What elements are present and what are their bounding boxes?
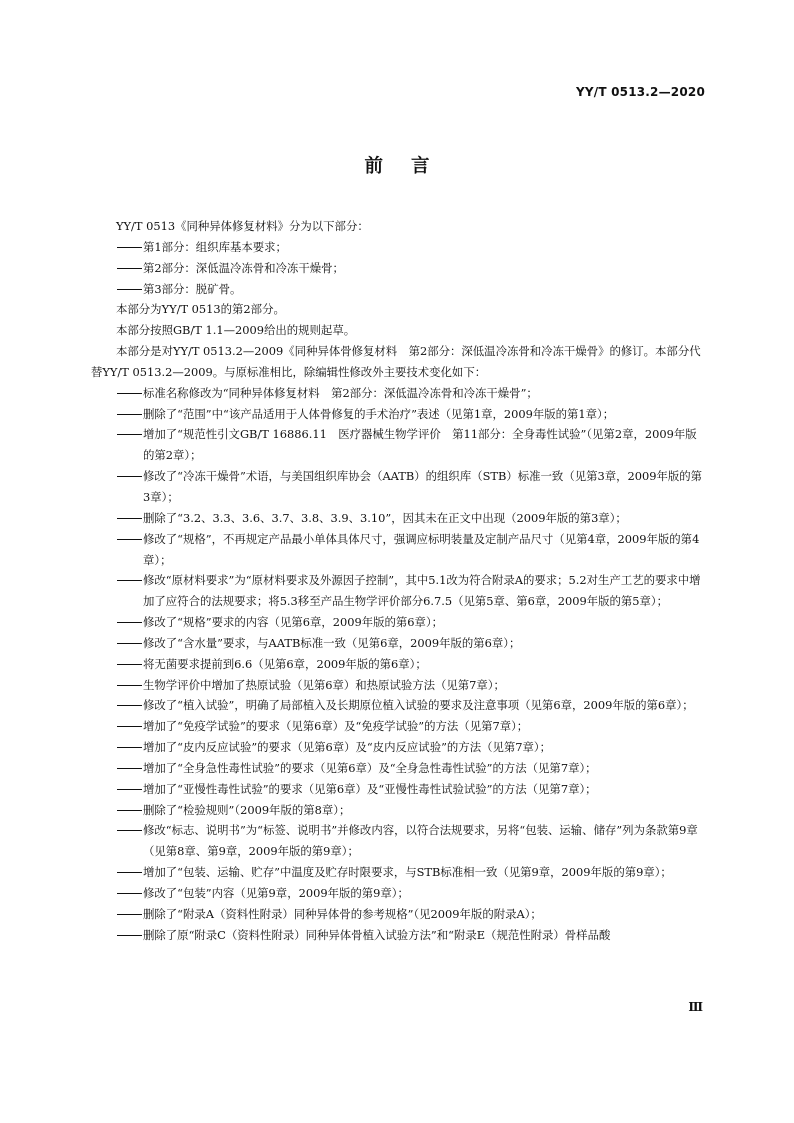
change-item: 增加了“规范性引文GB/T 16886.11 医疗器械生物学评价 第11部分：全身毒性试验”（见第2章，2009年版的第2章）； [143,427,697,463]
foreword-body [91,216,703,946]
list-item: 第1部分：组织库基本要求； [143,239,287,254]
change-item: 删除了“3.2、3.3、3.6、3.7、3.8、3.9、3.10”，因其未在正文中出现（2009年版的第3章）； [143,510,627,525]
list-item: 第2部分：深低温冷冻骨和冷冻干燥骨； [143,260,344,275]
change-item: 删除了“范围”中“该产品适用于人体骨修复的手术治疗”表述（见第1章，2009年版的第1章）； [143,406,615,421]
statement-paragraph: 本部分按照GB/T 1.1—2009给出的规则起草。 [116,323,356,338]
list-item: 第3部分：脱矿骨。 [143,281,242,296]
standard-code: YY/T 0513.2—2020 [575,85,705,99]
change-item: 修改了“植入试验”，明确了局部植入及长期原位植入试验的要求及注意事项（见第6章，2009年版的第6章）； [143,698,694,713]
change-item: 标准名称修改为“同种异体修复材料 第2部分：深低温冷冻骨和冷冻干燥骨”； [143,385,538,400]
change-item: 将无菌要求提前到6.6（见第6章，2009年版的第6章）； [143,656,427,671]
statement-paragraph: 本部分是对YY/T 0513.2—2009《同种异体骨修复材料 第2部分：深低温冷冻骨和冷冻干燥骨》的修订。本部分代替YY/T 0513.2—2009。与原标准相比，除编辑性修改外主要技术变化如下： [91,344,701,379]
page-number: Ⅲ [688,1000,703,1014]
change-item: 修改“原材料要求”为“原材料要求及外源因子控制”，其中5.1改为符合附录A的要求；5.2对生产工艺的要求中增加了应符合的法规要求；将5.3移至产品生物学评价部分6.7.5（见第5章、第6章，2009年版的第5章）； [143,573,701,609]
change-item: 修改了“含水量”要求，与AATB标准一致（见第6章，2009年版的第6章）； [143,635,521,650]
change-item: 增加了“包装、运输、贮存”中温度及贮存时限要求，与STB标准相一致（见第9章，2009年版的第9章）； [143,865,672,880]
intro-paragraph: YY/T 0513《同种异体修复材料》分为以下部分： [116,219,369,233]
page-title: 前言 [364,156,458,177]
change-item: 生物学评价中增加了热原试验（见第6章）和热原试验方法（见第7章）； [143,677,505,692]
change-item: 增加了“免疫学试验”的要求（见第6章）及“免疫学试验”的方法（见第7章）； [143,719,529,734]
change-item: 增加了“全身急性毒性试验”的要求（见第6章）及“全身急性毒性试验”的方法（见第7章）； [143,760,597,775]
change-item: 删除了“附录A（资料性附录）同种异体骨的参考规格”（见2009年版的附录A）； [143,906,542,921]
change-item: 修改了“规格”，不再规定产品最小单体具体尺寸，强调应标明装量及定制产品尺寸（见第4章，2009年版的第4章）； [143,531,700,567]
change-item: 修改了“冷冻干燥骨”术语，与美国组织库协会（AATB）的组织库（STB）标准一致（见第3章，2009年版的第3章）； [143,469,703,504]
change-item: 修改了“规格”要求的内容（见第6章，2009年版的第6章）； [143,615,444,630]
change-item: 修改“标志、说明书”为“标签、说明书”并修改内容，以符合法规要求，另将“包装、运输、储存”列为条款第9章（见第8章、第9章，2009年版的第9章）； [143,823,698,859]
change-item: 删除了“检验规则”（2009年版的第8章）； [143,802,351,817]
change-item: 修改了“包装”内容（见第9章，2009年版的第9章）； [143,886,409,900]
change-item: 增加了“亚慢性毒性试验”的要求（见第6章）及“亚慢性毒性试验试验”的方法（见第7章）； [143,781,597,796]
statement-paragraph: 本部分为YY/T 0513的第2部分。 [116,302,285,317]
change-item: 删除了原“附录C（资料性附录）同种异体骨植入试验方法”和“附录E（规范性附录）骨样品酸 [143,927,611,942]
change-item: 增加了“皮内反应试验”的要求（见第6章）及“皮内反应试验”的方法（见第7章）； [143,740,551,755]
